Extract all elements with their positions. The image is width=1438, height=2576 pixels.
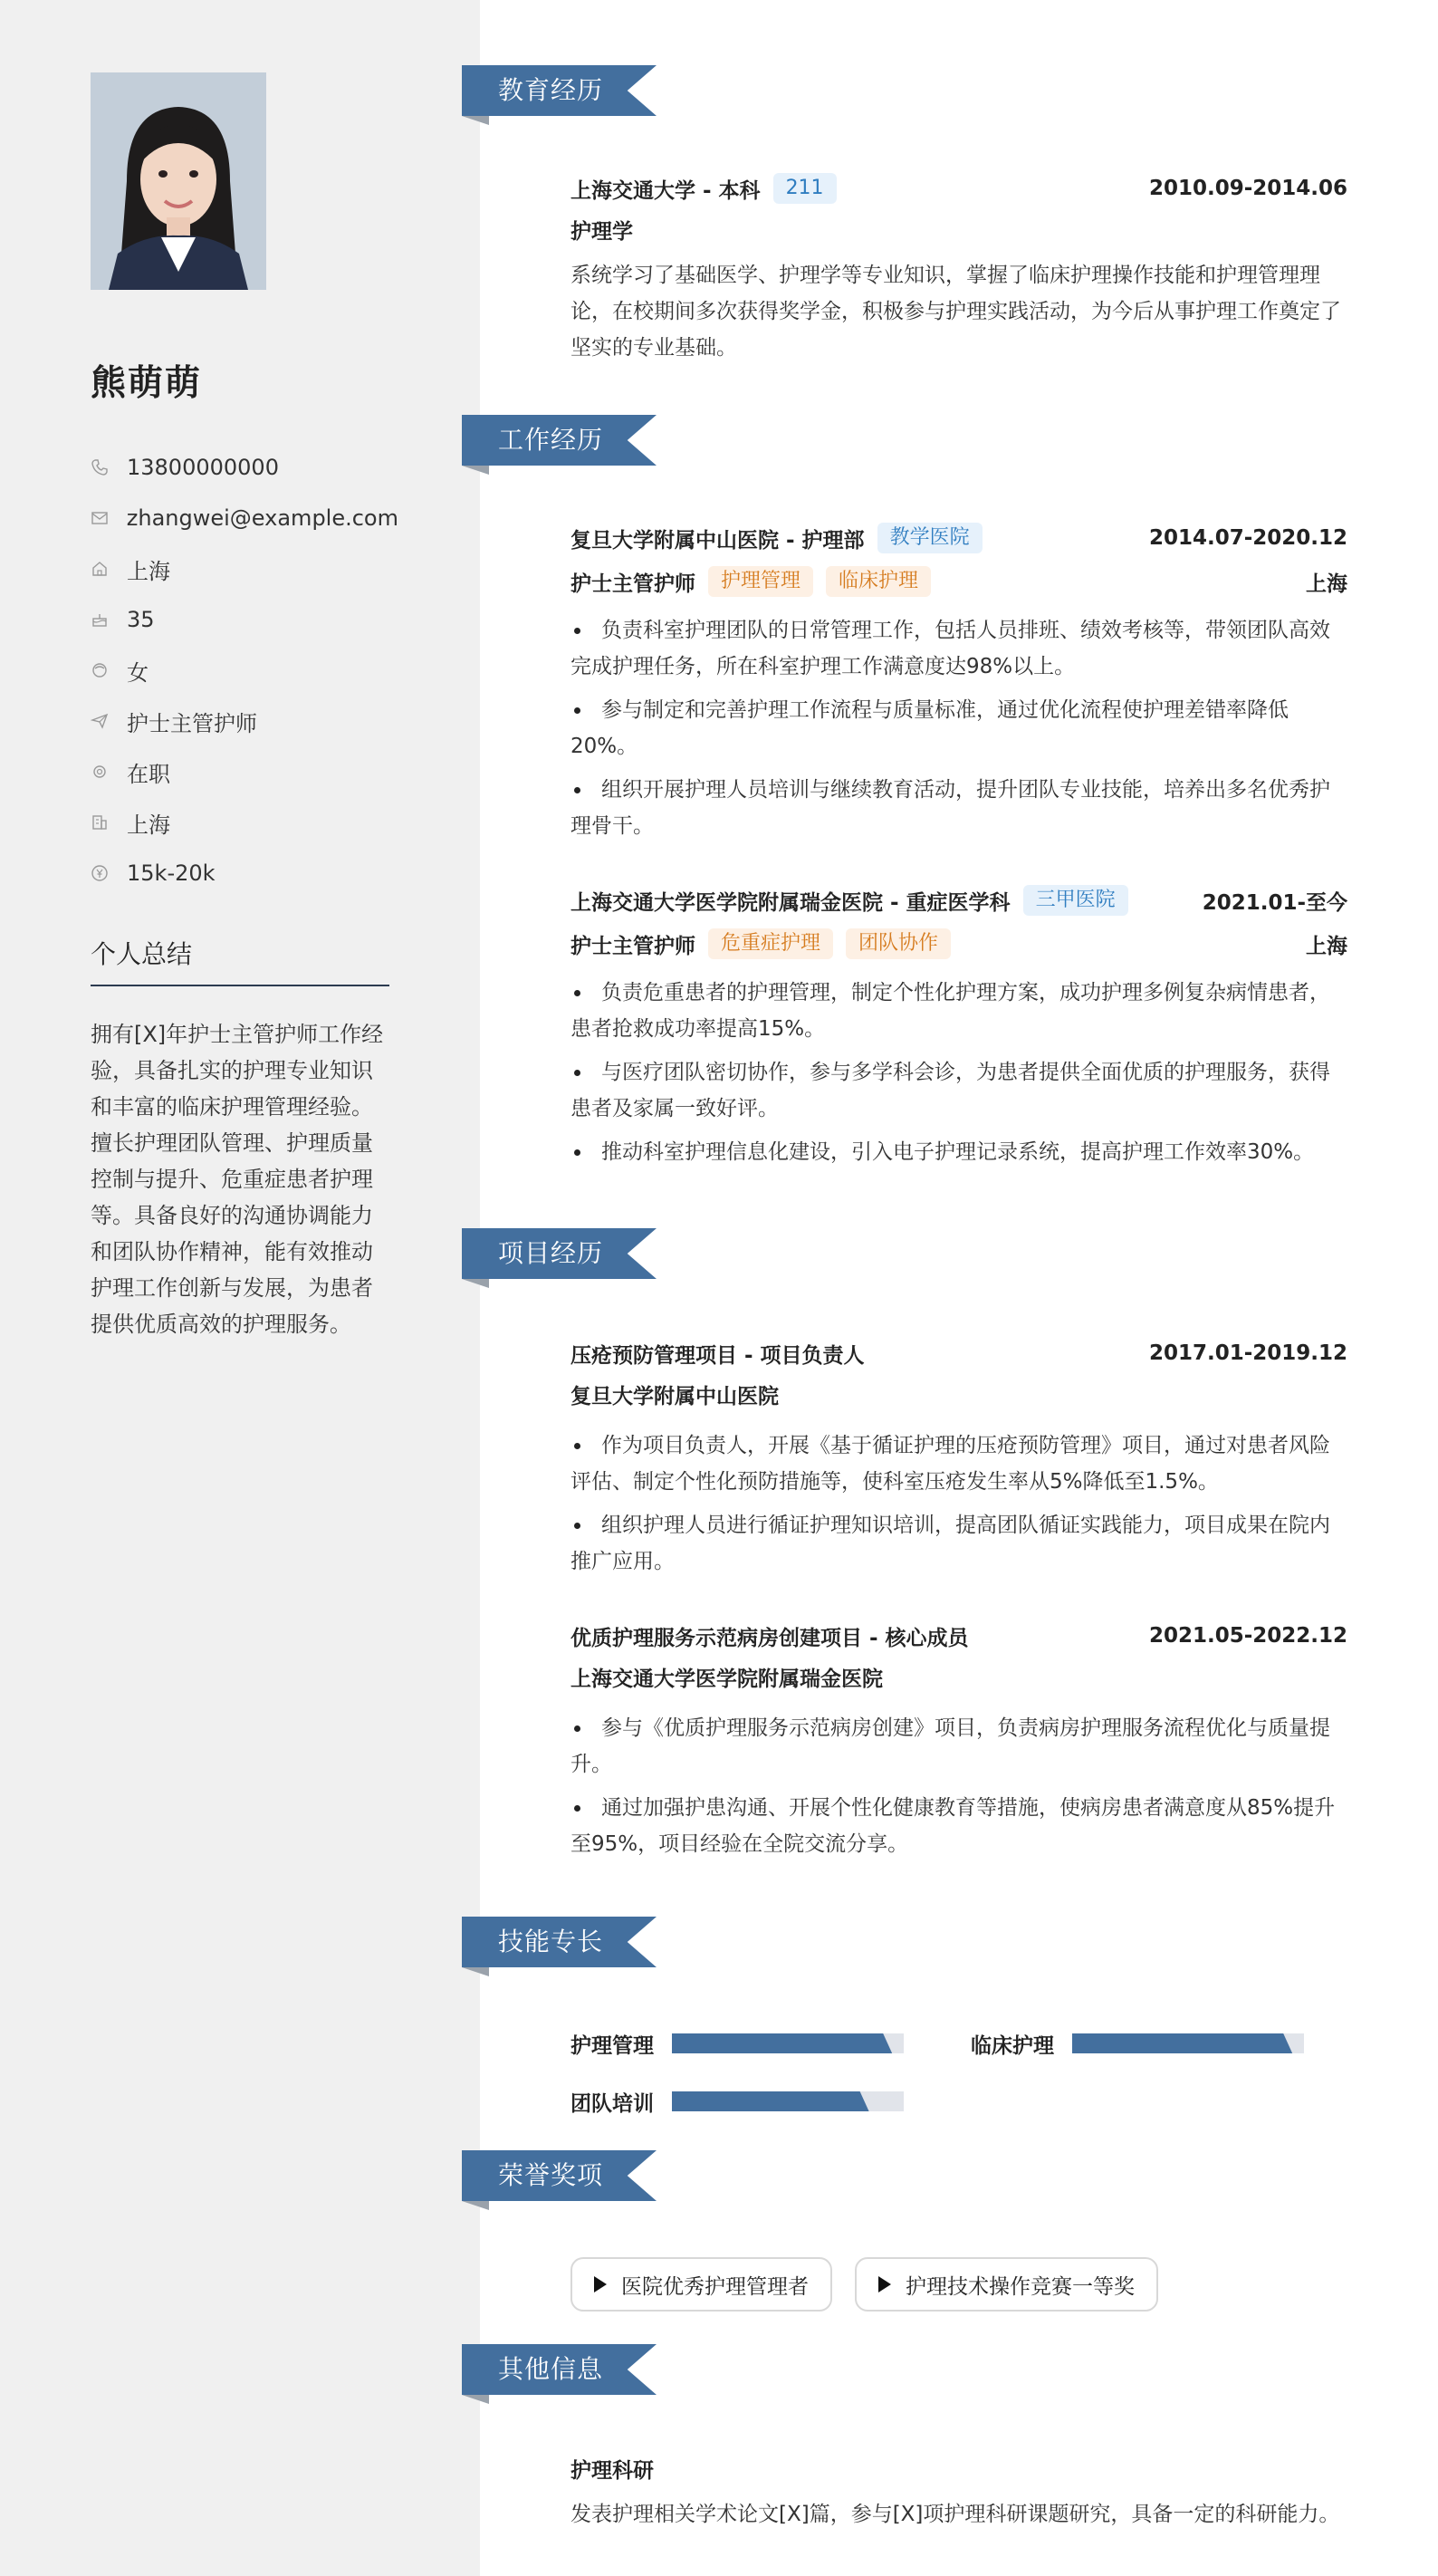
other-title: 护理科研	[570, 2459, 654, 2483]
project-entry	[570, 1618, 1347, 1870]
skill-bar-track	[672, 2033, 904, 2053]
education-major: 护理学	[570, 220, 633, 244]
section-skills-header	[462, 1917, 661, 1985]
work-period: 2014.07-2020.12	[1148, 526, 1347, 550]
education-period: 2010.09-2014.06	[1148, 177, 1347, 200]
ribbon-fold	[462, 466, 489, 475]
status-icon	[91, 763, 127, 781]
info-city-text: 上海	[127, 558, 170, 584]
role-tag: 危重症护理	[708, 928, 833, 959]
education-description: 系统学习了基础医学、护理学等专业知识，掌握了临床护理操作技能和护理管理理论，在校期间多次获得奖学金，积极参与护理实践活动，为今后从事护理工作奠定了坚实的专业基础。	[570, 264, 1341, 360]
info-email-text: zhangwei@example.com	[126, 505, 398, 531]
send-icon	[91, 712, 127, 730]
skill-item	[971, 2025, 1304, 2062]
summary-title: 个人总结	[91, 939, 193, 969]
portrait-image	[91, 72, 266, 290]
skill-item	[570, 2083, 904, 2119]
bullet-item: 作为项目负责人，开展《基于循证护理的压疮预防管理》项目，通过对患者风险评估、制定个性化预防措施等，使科室压疮发生率从5%降低至1.5%。	[570, 1427, 1347, 1500]
info-age	[91, 594, 398, 645]
skill-name: 临床护理	[971, 2033, 1054, 2058]
bullet-item: 参与制定和完善护理工作流程与质量标准，通过优化流程使护理差错率降低20%。	[570, 692, 1347, 764]
bullet-item: 负责科室护理团队的日常管理工作，包括人员排班、绩效考核等，带领团队高效完成护理任务，所在科室护理工作满意度达98%以上。	[570, 612, 1347, 685]
section-awards-header	[462, 2150, 661, 2219]
info-title-text: 护士主管护师	[127, 710, 257, 736]
info-salary-text: 15k-20k	[127, 860, 216, 886]
profile-photo	[91, 72, 266, 290]
project-period: 2021.05-2022.12	[1148, 1624, 1347, 1648]
work-header-row	[570, 520, 1347, 556]
play-icon	[878, 2276, 891, 2292]
info-phone	[91, 442, 398, 493]
ribbon-fold	[462, 2201, 489, 2210]
skill-bar-track	[1072, 2033, 1304, 2053]
section-education-header	[462, 65, 661, 134]
other-text: 发表护理相关学术论文[X]篇，参与[X]项护理科研课题研究，具备一定的科研能力。	[570, 2503, 1340, 2526]
work-role: 护士主管护师	[570, 572, 695, 596]
cake-icon	[91, 610, 127, 629]
section-title: 技能专长	[498, 1927, 604, 1956]
other-entry	[570, 2446, 1347, 2533]
section-work-header	[462, 415, 661, 484]
project-bullets	[570, 1710, 1347, 1862]
work-period: 2021.01-至今	[1202, 890, 1347, 915]
yen-icon	[91, 864, 127, 882]
work-header-row	[570, 882, 1347, 918]
info-salary	[91, 848, 398, 899]
bullet-item: 负责危重患者的护理管理，制定个性化护理方案，成功护理多例复杂病情患者，患者抢救成功率提高15%。	[570, 975, 1347, 1047]
bullet-item: 通过加强护患沟通、开展个性化健康教育等措施，使病房患者满意度从85%提升至95%，项目经验在全院交流分享。	[570, 1790, 1347, 1862]
info-workplace-text: 上海	[127, 812, 170, 838]
work-org: 复旦大学附属中山医院 - 护理部	[570, 528, 865, 553]
section-title: 其他信息	[498, 2354, 604, 2384]
info-status	[91, 746, 398, 797]
play-icon	[594, 2276, 607, 2292]
bullet-item: 与医疗团队密切协作，参与多学科会诊，为患者提供全面优质的护理服务，获得患者及家属一致好评。	[570, 1054, 1347, 1127]
info-gender	[91, 645, 398, 696]
skill-bar-fill	[1072, 2033, 1292, 2053]
skill-bar-fill	[672, 2091, 869, 2111]
info-email	[91, 493, 398, 543]
education-entry	[570, 170, 1347, 366]
info-city	[91, 543, 398, 594]
section-other-header	[462, 2344, 661, 2413]
work-entry	[570, 882, 1347, 1177]
work-role-row	[570, 918, 1347, 969]
work-org-tag: 三甲医院	[1023, 885, 1128, 916]
role-tag: 护理管理	[708, 566, 813, 597]
project-header-row	[570, 1335, 1347, 1371]
skill-name: 团队培训	[570, 2091, 654, 2116]
phone-icon	[91, 458, 127, 476]
award-text: 护理技术操作竞赛一等奖	[906, 2274, 1135, 2299]
work-role-row	[570, 556, 1347, 607]
work-bullets	[570, 612, 1347, 844]
project-header-row	[570, 1618, 1347, 1654]
skill-bar-fill	[672, 2033, 892, 2053]
work-location: 上海	[1306, 572, 1347, 596]
work-bullets	[570, 975, 1347, 1170]
ribbon-fold	[462, 1967, 489, 1976]
project-bullets	[570, 1427, 1347, 1580]
school-name: 上海交通大学 - 本科	[570, 178, 761, 203]
gender-icon	[91, 661, 127, 679]
award-text: 医院优秀护理管理者	[621, 2274, 809, 2299]
project-org: 复旦大学附属中山医院	[570, 1385, 779, 1408]
section-title: 项目经历	[498, 1238, 604, 1268]
info-status-text: 在职	[127, 761, 170, 787]
work-entry	[570, 520, 1347, 851]
skill-item	[570, 2025, 904, 2062]
ribbon-fold	[462, 1279, 489, 1288]
info-age-text: 35	[127, 607, 155, 632]
work-location: 上海	[1306, 934, 1347, 958]
school-tag: 211	[773, 173, 837, 204]
section-title: 荣誉奖项	[498, 2160, 604, 2190]
building-icon	[91, 813, 127, 831]
project-org: 上海交通大学医学院附属瑞金医院	[570, 1668, 883, 1691]
contact-info-list	[91, 442, 398, 899]
bullet-item: 组织开展护理人员培训与继续教育活动，提升团队专业技能，培养出多名优秀护理骨干。	[570, 772, 1347, 844]
project-entry	[570, 1335, 1347, 1587]
education-header-row	[570, 170, 1347, 207]
profile-name: 熊萌萌	[91, 363, 203, 404]
section-title: 工作经历	[498, 425, 604, 455]
project-period: 2017.01-2019.12	[1148, 1341, 1347, 1365]
home-icon	[91, 560, 127, 578]
section-title: 教育经历	[498, 75, 604, 105]
sidebar	[0, 0, 480, 2576]
project-name: 优质护理服务示范病房创建项目 - 核心成员	[570, 1626, 969, 1650]
bullet-item: 推动科室护理信息化建设，引入电子护理记录系统，提高护理工作效率30%。	[570, 1134, 1347, 1170]
bullet-item: 参与《优质护理服务示范病房创建》项目，负责病房护理服务流程优化与质量提升。	[570, 1710, 1347, 1783]
info-gender-text: 女	[127, 659, 149, 686]
project-name: 压疮预防管理项目 - 项目负责人	[570, 1343, 865, 1368]
info-workplace	[91, 797, 398, 848]
role-tag: 临床护理	[826, 566, 931, 597]
skill-name: 护理管理	[570, 2033, 654, 2058]
bullet-item: 组织护理人员进行循证护理知识培训，提高团队循证实践能力，项目成果在院内推广应用。	[570, 1507, 1347, 1580]
award-item	[855, 2257, 1158, 2312]
ribbon-fold	[462, 2395, 489, 2404]
skill-bar-track	[672, 2091, 904, 2111]
info-phone-text: 13800000000	[127, 455, 279, 480]
work-org: 上海交通大学医学院附属瑞金医院 - 重症医学科	[570, 890, 1011, 915]
work-org-tag: 教学医院	[877, 523, 983, 553]
section-project-header	[462, 1228, 661, 1297]
summary-divider	[91, 985, 389, 986]
mail-icon	[91, 509, 127, 527]
award-item	[570, 2257, 832, 2312]
ribbon-fold	[462, 116, 489, 125]
summary-text: 拥有[X]年护士主管护师工作经验，具备扎实的护理专业知识和丰富的临床护理管理经验。擅长护理团队管理、护理质量控制与提升、危重症患者护理等。具备良好的沟通协调能力和团队协作精神，能有效推动护理工作创新与发展，为患者提供优质高效的护理服务。	[91, 1022, 384, 1337]
work-role: 护士主管护师	[570, 934, 695, 958]
role-tag: 团队协作	[846, 928, 951, 959]
info-title	[91, 696, 398, 746]
